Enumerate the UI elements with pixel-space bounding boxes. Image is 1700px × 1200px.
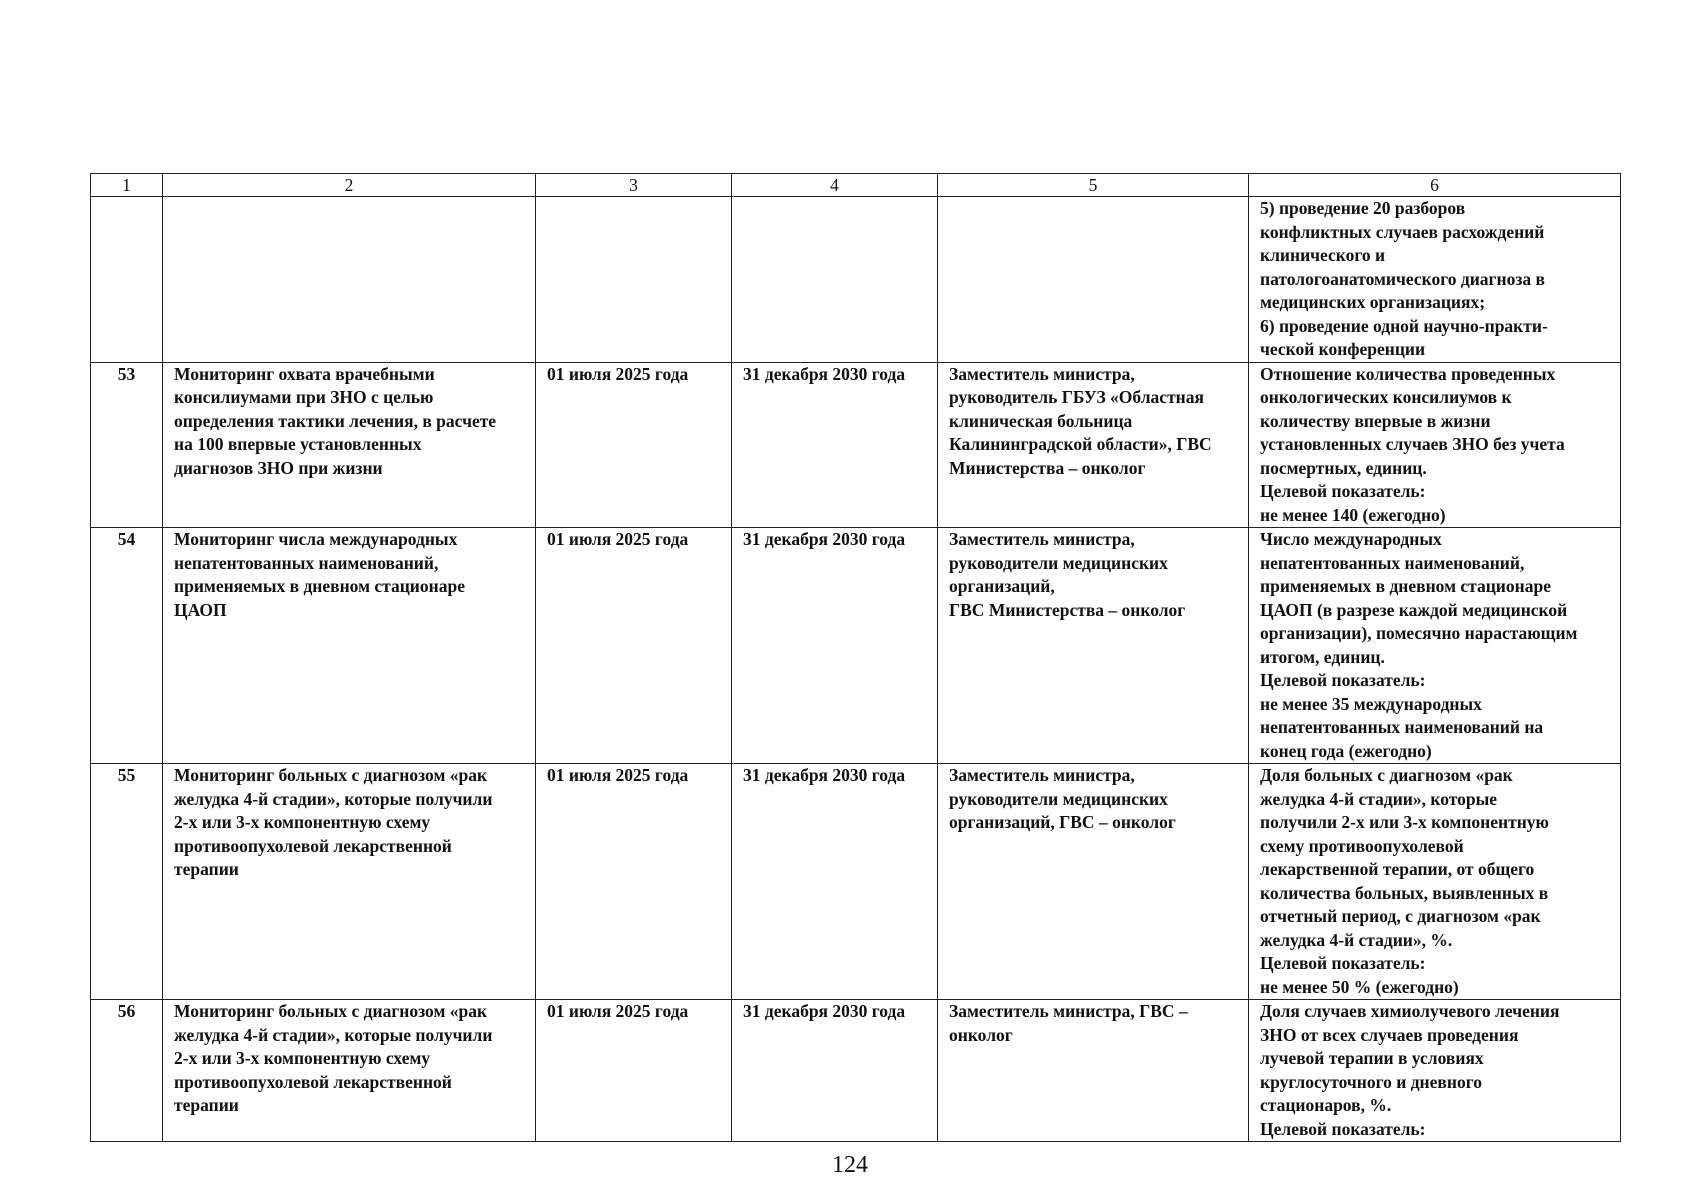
cell-text-line: Мониторинг числа международных (174, 529, 458, 549)
cell-text-line: организаций, ГВС – онколог (949, 812, 1176, 832)
column-header: 2 (163, 174, 536, 197)
cell-text-line: Заместитель министра, (949, 529, 1135, 549)
cell-text-line: организации), помесячно нарастающим (1260, 623, 1578, 643)
end-date-cell (732, 197, 938, 363)
cell-text-line: клиническая больница (949, 410, 1133, 431)
cell-text-line: Целевой показатель: (1260, 481, 1426, 501)
cell-text-line: итогом, единиц. (1260, 646, 1385, 667)
row-number: 55 (91, 764, 163, 1000)
cell-text-line: диагнозов ЗНО при жизни (174, 457, 383, 478)
cell-text-line: не менее 140 (ежегодно) (1260, 504, 1446, 525)
cell-text-line: онкологических консилиумов к (1260, 387, 1512, 407)
measure-cell (163, 528, 536, 764)
cell-text-line: непатентованных наименований на (1260, 717, 1544, 737)
cell-text-line: Целевой показатель: (1260, 670, 1426, 690)
cell-text-line: Заместитель министра, ГВС – (949, 1001, 1188, 1021)
result-cell (1249, 528, 1621, 764)
cell-text-line: получили 2-х или 3-х компонентную (1260, 812, 1549, 832)
cell-text-line: Целевой показатель: (1260, 1118, 1426, 1139)
cell-text-line: Число международных (1260, 529, 1442, 549)
cell-text-line: посмертных, единиц. (1260, 457, 1427, 478)
cell-text-line: ческой конференции (1260, 339, 1426, 359)
result-cell (1249, 362, 1621, 528)
cell-text-line: непатентованных наименований, (1260, 552, 1525, 573)
cell-text-line: стационаров, %. (1260, 1095, 1392, 1115)
cell-text-line: консилиумами при ЗНО с целью (174, 387, 434, 407)
start-date-cell (536, 197, 732, 363)
start-date-cell: 01 июля 2025 года (536, 528, 732, 764)
start-date-cell: 01 июля 2025 года (536, 362, 732, 528)
column-header: 5 (938, 174, 1249, 197)
cell-text-line: Целевой показатель: (1260, 953, 1426, 973)
cell-text-line: Мониторинг больных с диагнозом «рак (174, 1001, 488, 1021)
cell-text-line: Заместитель министра, (949, 765, 1135, 785)
table-row (91, 528, 1621, 764)
row-number: 54 (91, 528, 163, 764)
cell-text-line: руководители медицинских (949, 552, 1168, 573)
end-date-cell: 31 декабря 2030 года (732, 764, 938, 1000)
start-date-cell: 01 июля 2025 года (536, 1000, 732, 1142)
result-cell (1249, 764, 1621, 1000)
cell-text-line: желудка 4-й стадии», %. (1260, 929, 1453, 950)
cell-text-line: на 100 впервые установленных (174, 434, 422, 454)
cell-text-line: медицинских организациях; (1260, 292, 1486, 312)
cell-text-line: желудка 4-й стадии», которые получили (174, 1024, 493, 1045)
cell-text-line: ЦАОП (в разрезе каждой медицинской (1260, 599, 1568, 620)
cell-text-line: руководители медицинских (949, 788, 1168, 809)
cell-text-line: ЦАОП (174, 599, 227, 620)
row-number: 53 (91, 362, 163, 528)
cell-text-line: схему противоопухолевой (1260, 835, 1464, 856)
cell-text-line: Заместитель министра, (949, 363, 1135, 384)
row-number (91, 197, 163, 363)
table-row (91, 764, 1621, 1000)
responsible-cell (938, 1000, 1249, 1142)
cell-text-line: Отношение количества проведенных (1260, 363, 1556, 384)
responsible-cell (938, 528, 1249, 764)
cell-text-line: Калининградской области», ГВС (949, 434, 1212, 454)
cell-text-line: 2-х или 3-х компонентную схему (174, 1048, 431, 1068)
end-date-cell: 31 декабря 2030 года (732, 362, 938, 528)
cell-text-line: 6) проведение одной научно-практи- (1260, 315, 1548, 336)
cell-text-line: Доля случаев химиолучевого лечения (1260, 1001, 1560, 1021)
cell-text-line: не менее 35 международных (1260, 693, 1482, 714)
cell-text-line: Мониторинг больных с диагнозом «рак (174, 765, 488, 785)
cell-text-line: применяемых в дневном стационаре (1260, 576, 1551, 596)
cell-text-line: клинического и (1260, 245, 1386, 265)
cell-text-line: ЗНО от всех случаев проведения (1260, 1024, 1519, 1045)
table-row (91, 197, 1621, 363)
cell-text-line: терапии (174, 859, 239, 879)
cell-text-line: круглосуточного и дневного (1260, 1071, 1482, 1092)
cell-text-line: лучевой терапии в условиях (1260, 1048, 1484, 1068)
cell-text-line: Мониторинг охвата врачебными (174, 363, 435, 384)
cell-text-line: руководитель ГБУЗ «Областная (949, 387, 1204, 407)
column-header: 6 (1249, 174, 1621, 197)
responsible-cell (938, 362, 1249, 528)
responsible-cell (938, 197, 1249, 363)
cell-text-line: конец года (ежегодно) (1260, 740, 1432, 761)
cell-text-line: противоопухолевой лекарственной (174, 1071, 452, 1092)
cell-text-line: желудка 4-й стадии», которые (1260, 788, 1498, 809)
measure-cell (163, 764, 536, 1000)
cell-text-line: Министерства – онколог (949, 457, 1146, 478)
column-header: 1 (91, 174, 163, 197)
cell-text-line: установленных случаев ЗНО без учета (1260, 434, 1565, 454)
column-header: 4 (732, 174, 938, 197)
cell-text-line: организаций, (949, 576, 1055, 596)
responsible-cell (938, 764, 1249, 1000)
cell-text-line: применяемых в дневном стационаре (174, 576, 465, 596)
cell-text-line: желудка 4-й стадии», которые получили (174, 788, 493, 809)
cell-text-line: 5) проведение 20 разборов (1260, 198, 1466, 218)
column-header: 3 (536, 174, 732, 197)
measure-cell (163, 362, 536, 528)
cell-text-line: количества больных, выявленных в (1260, 882, 1549, 903)
cell-text-line: отчетный период, с диагнозом «рак (1260, 906, 1541, 926)
cell-text-line: патологоанатомического диагноза в (1260, 268, 1545, 289)
start-date-cell: 01 июля 2025 года (536, 764, 732, 1000)
page-number: 124 (832, 1152, 868, 1178)
cell-text-line: терапии (174, 1095, 239, 1115)
cell-text-line: онколог (949, 1024, 1013, 1045)
cell-text-line: конфликтных случаев расхождений (1260, 221, 1545, 242)
cell-text-line: 2-х или 3-х компонентную схему (174, 812, 431, 832)
row-number: 56 (91, 1000, 163, 1142)
measure-cell (163, 197, 536, 363)
result-cell (1249, 197, 1621, 363)
end-date-cell: 31 декабря 2030 года (732, 528, 938, 764)
table-row (91, 1000, 1621, 1142)
cell-text-line: противоопухолевой лекарственной (174, 835, 452, 856)
measures-table (90, 173, 1621, 1142)
cell-text-line: непатентованных наименований, (174, 552, 439, 573)
result-cell (1249, 1000, 1621, 1142)
end-date-cell: 31 декабря 2030 года (732, 1000, 938, 1142)
cell-text-line: ГВС Министерства – онколог (949, 599, 1186, 620)
column-number-row (91, 174, 1621, 197)
cell-text-line: лекарственной терапии, от общего (1260, 859, 1535, 879)
cell-text-line: количеству впервые в жизни (1260, 410, 1491, 431)
cell-text-line: определения тактики лечения, в расчете (174, 410, 497, 431)
table-row (91, 362, 1621, 528)
measure-cell (163, 1000, 536, 1142)
cell-text-line: не менее 50 % (ежегодно) (1260, 976, 1459, 997)
cell-text-line: Доля больных с диагнозом «рак (1260, 765, 1513, 785)
